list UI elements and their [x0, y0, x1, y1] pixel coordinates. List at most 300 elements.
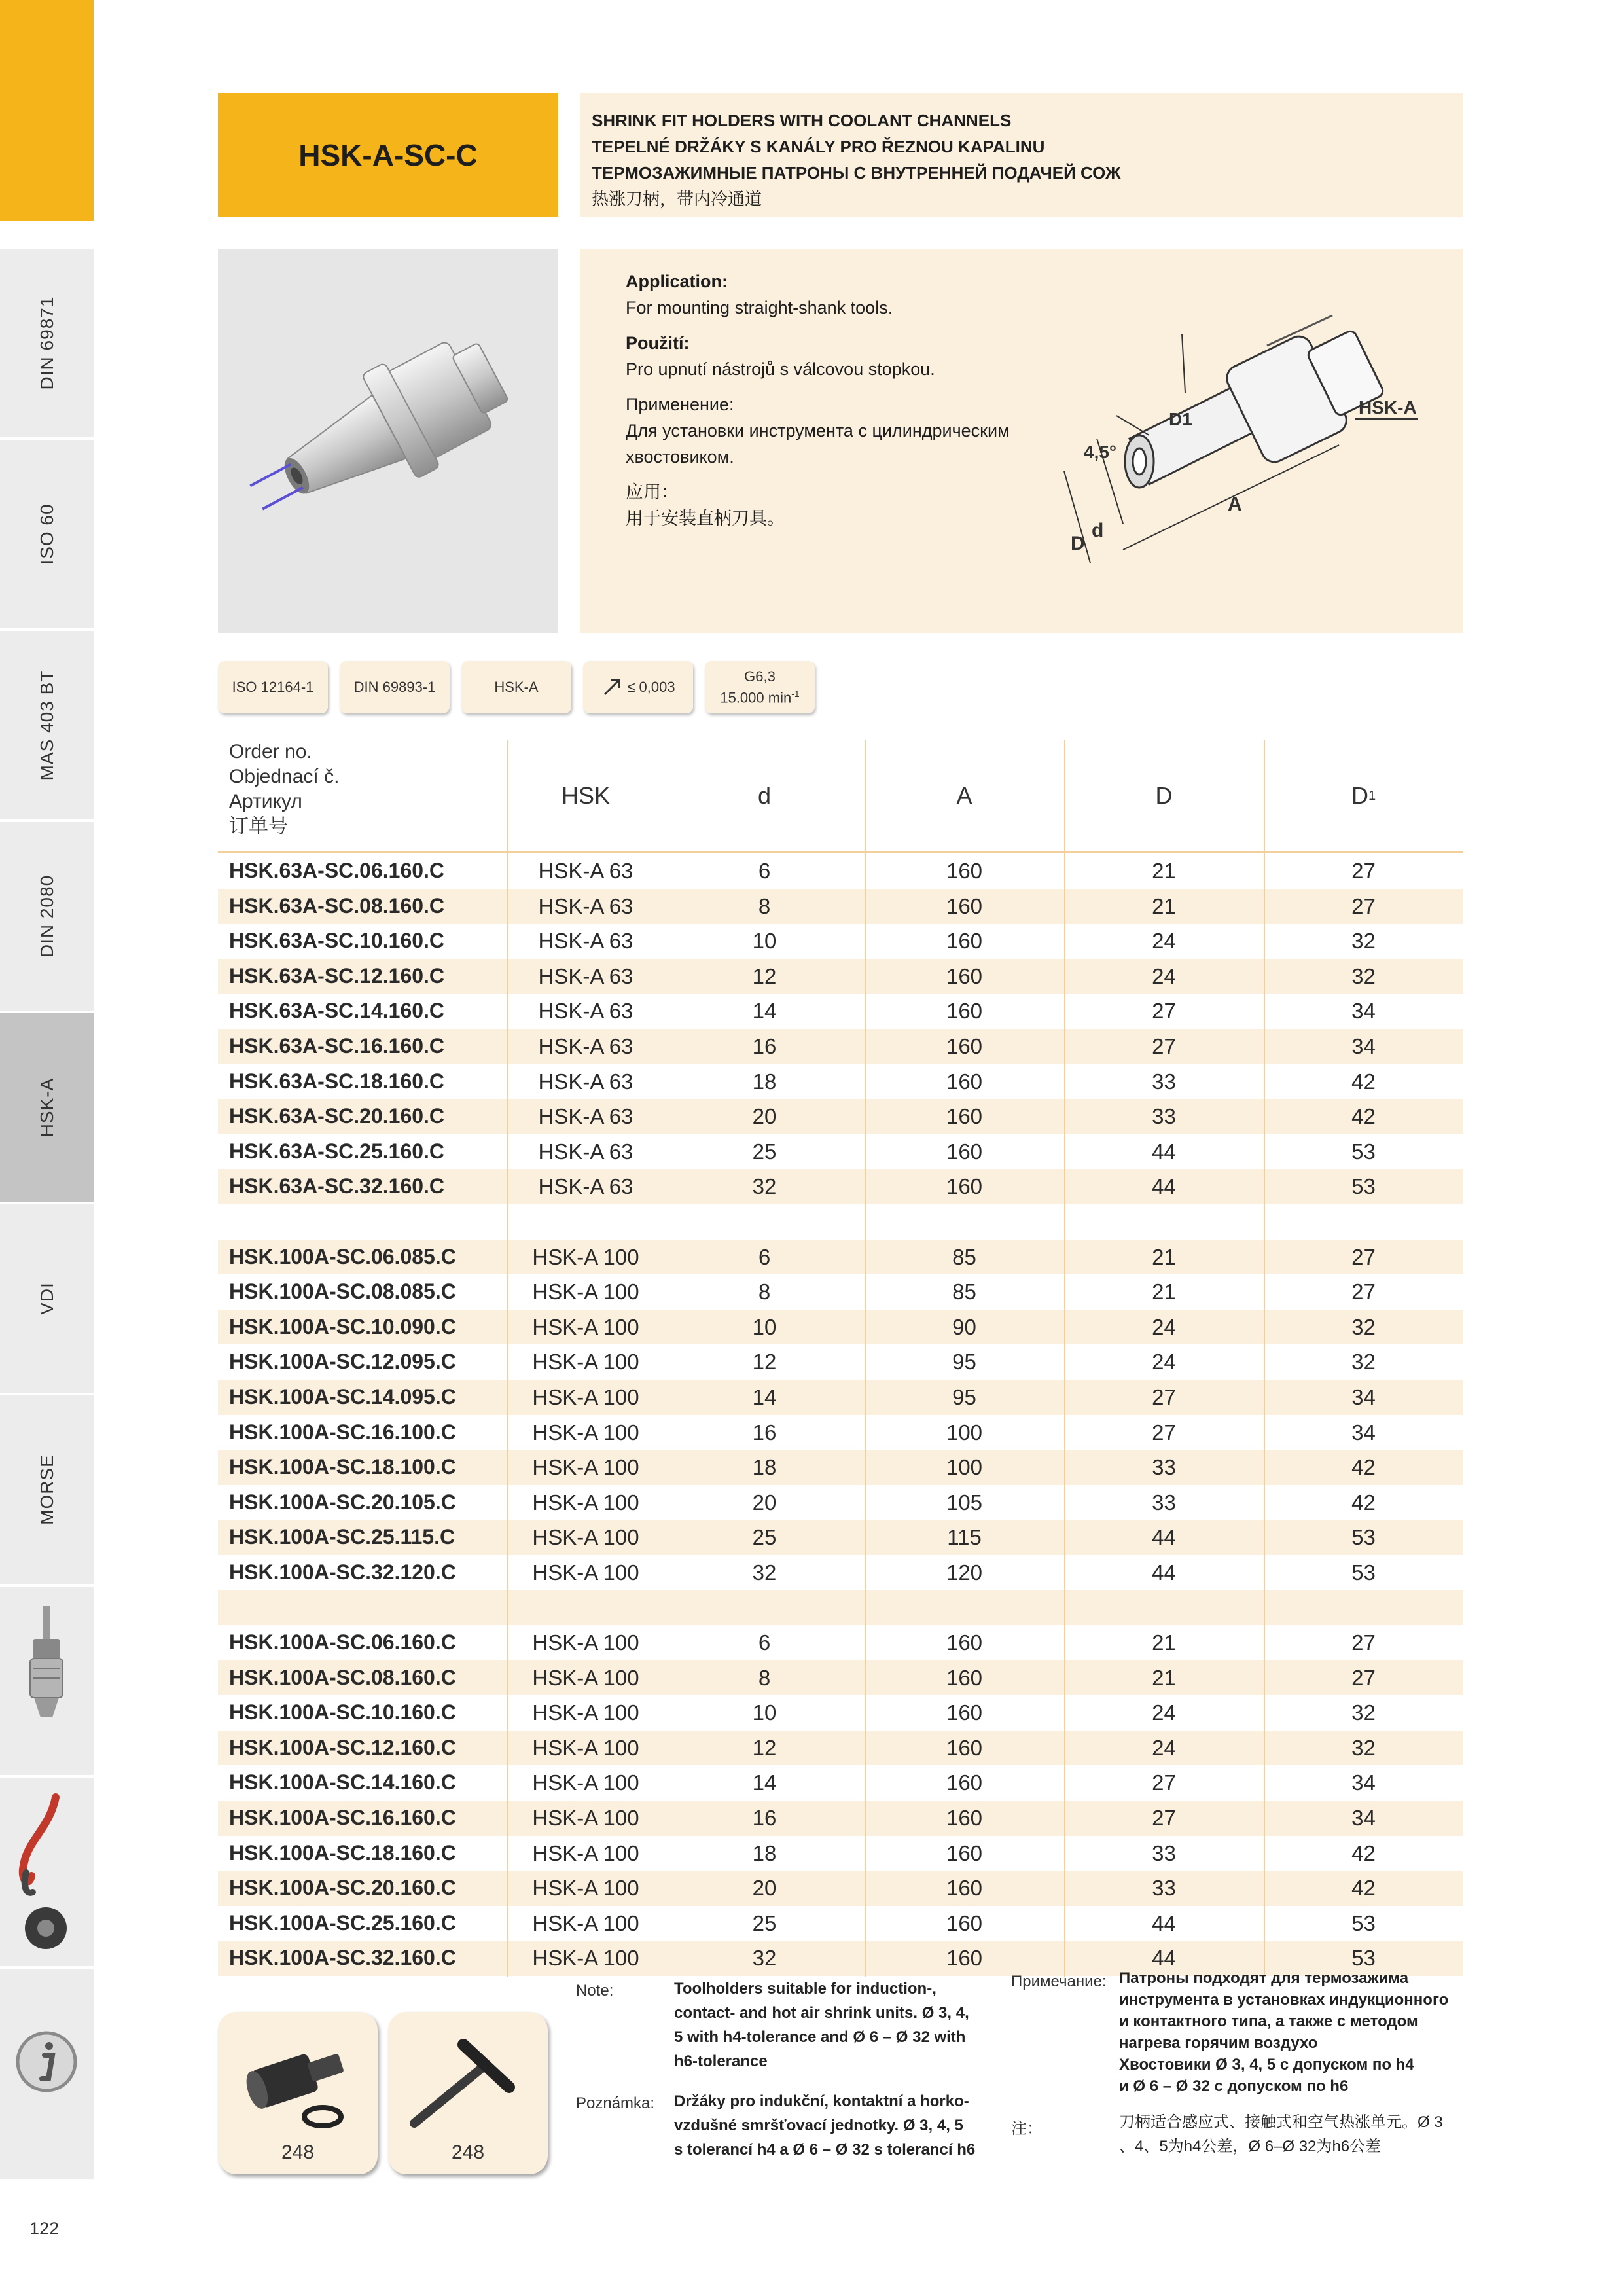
D-cell: 44: [1152, 1139, 1176, 1164]
diagram-label-angle: 4,5°: [1084, 442, 1117, 462]
note-ru-line: нагрева горячим воздухо: [1119, 2034, 1318, 2052]
order-no-cell: HSK.63A-SC.20.160.C: [229, 1104, 445, 1128]
table-row: [218, 1380, 1463, 1415]
header-order-en: Order no.: [229, 741, 312, 762]
application-cz-title: Použití:: [626, 333, 690, 353]
A-cell: 160: [946, 1630, 983, 1655]
order-no-cell: HSK.100A-SC.12.160.C: [229, 1735, 456, 1759]
note-cz-line: vzdušné smršťovací jednotky. Ø 3, 4, 5: [674, 2117, 963, 2134]
D-cell: 27: [1152, 999, 1176, 1024]
A-cell: 160: [946, 963, 983, 988]
table-row: [218, 1064, 1463, 1100]
D1-cell: 42: [1351, 1104, 1376, 1129]
table-row: [218, 1695, 1463, 1731]
A-cell: 160: [946, 1033, 983, 1058]
order-no-cell: HSK.100A-SC.20.160.C: [229, 1876, 456, 1900]
order-no-cell: HSK.100A-SC.20.105.C: [229, 1490, 456, 1514]
hsk-cell: HSK-A 63: [538, 1033, 633, 1058]
D1-cell: 53: [1351, 1139, 1376, 1164]
D1-cell: 42: [1351, 1840, 1376, 1865]
badge-balance-grade: G6,3: [744, 668, 776, 685]
d-cell: 20: [752, 1104, 777, 1129]
D1-cell: 53: [1351, 1560, 1376, 1585]
d-cell: 6: [758, 1244, 771, 1269]
D-cell: 33: [1152, 1104, 1176, 1129]
order-no-cell: HSK.63A-SC.18.160.C: [229, 1069, 445, 1093]
d-cell: 32: [752, 1560, 777, 1585]
table-row: [218, 1169, 1463, 1204]
table-row: [218, 1520, 1463, 1555]
diagram-label-A: A: [1228, 493, 1242, 515]
D-cell: 21: [1152, 1665, 1176, 1690]
D-cell: 33: [1152, 1490, 1176, 1515]
A-cell: 160: [946, 1840, 983, 1865]
header-D1-label: D: [1351, 782, 1368, 809]
hsk-cell: HSK-A 100: [532, 1946, 639, 1971]
header-order-no: [229, 740, 339, 839]
table-row: [218, 1099, 1463, 1134]
product-title-box: [218, 93, 558, 217]
order-no-cell: HSK.100A-SC.16.160.C: [229, 1806, 456, 1830]
d-cell: 12: [752, 1350, 777, 1374]
d-cell: 18: [752, 1455, 777, 1480]
badge-balance: [705, 661, 815, 713]
D1-cell: 27: [1351, 1244, 1376, 1269]
D-cell: 33: [1152, 1840, 1176, 1865]
A-cell: 160: [946, 1069, 983, 1094]
accessory-coolant-tube[interactable]: [218, 2012, 378, 2174]
header-d: d: [757, 782, 772, 809]
note-en-line: 5 with h4-tolerance and Ø 6 – Ø 32 with: [674, 2028, 966, 2046]
hsk-cell: HSK-A 100: [532, 1244, 639, 1269]
d-cell: 14: [752, 1384, 777, 1409]
d-cell: 16: [752, 1806, 777, 1831]
d-cell: 20: [752, 1490, 777, 1515]
A-cell: 100: [946, 1420, 983, 1444]
A-cell: 85: [952, 1280, 976, 1304]
D-cell: 27: [1152, 1770, 1176, 1795]
header-A: A: [956, 782, 972, 809]
sidebar-tab-label: MORSE: [36, 1454, 57, 1525]
order-no-cell: HSK.63A-SC.32.160.C: [229, 1174, 445, 1198]
D-cell: 24: [1152, 1735, 1176, 1760]
sidebar-accent-block: [0, 0, 94, 221]
D-cell: 24: [1152, 929, 1176, 954]
order-table: [218, 853, 1463, 1976]
note-en-text: [674, 1977, 1001, 2073]
table-row: [218, 1029, 1463, 1064]
badge-runout-label: ≤ 0,003: [627, 679, 675, 695]
D1-cell: 27: [1351, 893, 1376, 918]
order-no-cell: HSK.63A-SC.25.160.C: [229, 1139, 445, 1163]
d-cell: 10: [752, 1700, 777, 1725]
table-header: [218, 740, 1463, 852]
D1-cell: 34: [1351, 1033, 1376, 1058]
sidebar-tab-drill-chuck[interactable]: [0, 1585, 94, 1775]
hsk-cell: HSK-A 63: [538, 1104, 633, 1129]
D1-cell: 27: [1351, 1665, 1376, 1690]
note-ru-line: и контактного типа, а также с методом: [1119, 2013, 1418, 2030]
d-cell: 8: [758, 893, 771, 918]
table-row: [218, 1415, 1463, 1450]
order-no-cell: HSK.100A-SC.06.085.C: [229, 1244, 456, 1268]
application-cz-text: Pro upnutí nástrojů s válcovou stopkou.: [626, 359, 935, 379]
table-row: [218, 1765, 1463, 1801]
hsk-cell: HSK-A 63: [538, 963, 633, 988]
D-cell: 21: [1152, 893, 1176, 918]
d-cell: 20: [752, 1876, 777, 1901]
application-text: [626, 268, 1031, 531]
hsk-cell: HSK-A 100: [532, 1665, 639, 1690]
badge-din: [340, 661, 450, 713]
note-cn-line: 刀柄适合感应式、接触式和空气热涨单元。Ø 3: [1119, 2113, 1443, 2131]
diagram-label-d: d: [1092, 520, 1104, 541]
table-row: [218, 994, 1463, 1029]
hsk-cell: HSK-A 100: [532, 1350, 639, 1374]
page-number: 122: [29, 2219, 60, 2238]
A-cell: 95: [952, 1384, 976, 1409]
sidebar-tab-hsk-a[interactable]: [0, 1012, 94, 1202]
section-sidebar: [0, 0, 94, 2179]
D-cell: 24: [1152, 1314, 1176, 1339]
D1-cell: 34: [1351, 1770, 1376, 1795]
hsk-cell: HSK-A 100: [532, 1876, 639, 1901]
D-cell: 33: [1152, 1455, 1176, 1480]
A-cell: 160: [946, 1910, 983, 1935]
A-cell: 160: [946, 893, 983, 918]
dimension-diagram: [1051, 275, 1444, 615]
hsk-cell: HSK-A 100: [532, 1735, 639, 1760]
A-cell: 90: [952, 1314, 976, 1339]
A-cell: 160: [946, 1700, 983, 1725]
sidebar-tab-mas-403-bt[interactable]: [0, 630, 94, 819]
table-row: [218, 1906, 1463, 1941]
D1-cell: 32: [1351, 929, 1376, 954]
badge-speed-label: 15.000 min: [720, 689, 792, 706]
order-no-cell: HSK.63A-SC.12.160.C: [229, 963, 445, 988]
hsk-cell: HSK-A 63: [538, 999, 633, 1024]
A-cell: 160: [946, 999, 983, 1024]
note-cz-line: Držáky pro indukční, kontaktní a horko-: [674, 2092, 969, 2110]
order-no-cell: HSK.100A-SC.25.115.C: [229, 1525, 455, 1549]
d-cell: 8: [758, 1665, 771, 1690]
order-no-cell: HSK.100A-SC.14.160.C: [229, 1770, 456, 1795]
D-cell: 21: [1152, 859, 1176, 883]
d-cell: 12: [752, 1735, 777, 1760]
A-cell: 160: [946, 1806, 983, 1831]
diagram-label-d1: D1: [1169, 409, 1192, 429]
table-row: [218, 889, 1463, 924]
note-cz-line: s tolerancí h4 a Ø 6 – Ø 32 s tolerancí h6: [674, 2141, 976, 2159]
header-hsk: HSK: [561, 782, 611, 809]
hsk-cell: HSK-A 100: [532, 1314, 639, 1339]
accessory-page-ref: 248: [451, 2142, 485, 2163]
order-no-cell: HSK.100A-SC.32.120.C: [229, 1560, 456, 1584]
hsk-cell: HSK-A 100: [532, 1490, 639, 1515]
order-no-cell: HSK.100A-SC.16.100.C: [229, 1420, 456, 1444]
header-D: D: [1155, 782, 1173, 809]
order-no-cell: HSK.100A-SC.08.160.C: [229, 1665, 456, 1689]
table-spacer-row: [218, 1204, 1463, 1240]
d-cell: 14: [752, 999, 777, 1024]
A-cell: 160: [946, 1104, 983, 1129]
D1-cell: 53: [1351, 1946, 1376, 1971]
order-no-cell: HSK.100A-SC.10.160.C: [229, 1700, 456, 1725]
table-row: [218, 853, 1463, 889]
order-no-cell: HSK.63A-SC.16.160.C: [229, 1033, 445, 1058]
diagram-label-D: D: [1071, 533, 1085, 554]
sidebar-tab-wrench[interactable]: [0, 1776, 94, 1966]
D-cell: 27: [1152, 1033, 1176, 1058]
badge-hsk: [461, 661, 571, 713]
table-row: [218, 1871, 1463, 1906]
hsk-cell: HSK-A 63: [538, 1139, 633, 1164]
subtitle-ru: ТЕРМОЗАЖИМНЫЕ ПАТРОНЫ С ВНУТРЕННЕЙ ПОДАЧЕЙ СОЖ: [592, 163, 1121, 183]
order-no-cell: HSK.63A-SC.14.160.C: [229, 999, 445, 1023]
sidebar-tab-label: HSK-A: [36, 1077, 57, 1138]
d-cell: 32: [752, 1174, 777, 1199]
d-cell: 16: [752, 1420, 777, 1444]
note-en-line: Toolholders suitable for induction-,: [674, 1980, 936, 1998]
A-cell: 85: [952, 1244, 976, 1269]
A-cell: 160: [946, 1946, 983, 1971]
column-divider: [865, 740, 866, 1977]
hsk-cell: HSK-A 63: [538, 859, 633, 883]
d-cell: 6: [758, 1630, 771, 1655]
header-order-ru: Артикул: [229, 791, 302, 812]
D-cell: 44: [1152, 1910, 1176, 1935]
subtitle-cn: 热涨刀柄，带内冷通道: [592, 189, 762, 209]
info-icon: [0, 1969, 94, 2181]
D1-cell: 27: [1351, 1280, 1376, 1304]
hsk-cell: HSK-A 63: [538, 1174, 633, 1199]
hsk-cell: HSK-A 100: [532, 1525, 639, 1550]
d-cell: 18: [752, 1840, 777, 1865]
badge-iso-label: ISO 12164-1: [232, 679, 314, 695]
sidebar-tab-vdi[interactable]: [0, 1203, 94, 1393]
d-cell: 6: [758, 859, 771, 883]
A-cell: 120: [946, 1560, 983, 1585]
drill-chuck-icon: [0, 1587, 94, 1776]
order-no-cell: HSK.100A-SC.08.085.C: [229, 1280, 456, 1304]
hsk-cell: HSK-A 63: [538, 1069, 633, 1094]
hsk-cell: HSK-A 63: [538, 893, 633, 918]
D1-cell: 27: [1351, 1630, 1376, 1655]
table-spacer-row: [218, 1590, 1463, 1625]
sidebar-tab-din-69871[interactable]: [0, 247, 94, 437]
A-cell: 160: [946, 1770, 983, 1795]
sidebar-tab-iso-60[interactable]: [0, 439, 94, 628]
A-cell: 160: [946, 1735, 983, 1760]
A-cell: 160: [946, 1665, 983, 1690]
table-row: [218, 1801, 1463, 1836]
d-cell: 25: [752, 1910, 777, 1935]
column-divider: [1064, 740, 1065, 1977]
d-cell: 8: [758, 1280, 771, 1304]
application-info-box: [580, 249, 1463, 633]
note-ru-line: и Ø 6 – Ø 32 с допуском по h6: [1119, 2077, 1349, 2095]
accessory-t-wrench[interactable]: [388, 2012, 548, 2174]
D1-cell: 27: [1351, 859, 1376, 883]
D1-cell: 32: [1351, 1314, 1376, 1339]
table-row: [218, 1134, 1463, 1170]
sidebar-tab-morse[interactable]: [0, 1394, 94, 1584]
D-cell: 24: [1152, 963, 1176, 988]
note-en-line: h6-tolerance: [674, 2053, 768, 2070]
hsk-cell: HSK-A 100: [532, 1420, 639, 1444]
table-row: [218, 1731, 1463, 1766]
hsk-cell: HSK-A 100: [532, 1630, 639, 1655]
hsk-cell: HSK-A 100: [532, 1840, 639, 1865]
D1-cell: 32: [1351, 1700, 1376, 1725]
application-en-text: For mounting straight-shank tools.: [626, 298, 893, 317]
d-cell: 10: [752, 1314, 777, 1339]
table-row: [218, 924, 1463, 959]
A-cell: 95: [952, 1350, 976, 1374]
d-cell: 14: [752, 1770, 777, 1795]
A-cell: 160: [946, 1139, 983, 1164]
order-no-cell: HSK.100A-SC.14.095.C: [229, 1384, 456, 1408]
order-no-cell: HSK.100A-SC.25.160.C: [229, 1910, 456, 1935]
runout-arrow-icon: [601, 676, 623, 698]
table-row: [218, 1836, 1463, 1871]
note-cn-label: 注：: [1011, 2120, 1043, 2138]
accessory-page-ref: 248: [281, 2142, 315, 2163]
order-no-cell: HSK.100A-SC.12.095.C: [229, 1350, 456, 1374]
table-row: [218, 1555, 1463, 1590]
product-photo: [218, 249, 558, 633]
d-cell: 25: [752, 1525, 777, 1550]
A-cell: 160: [946, 859, 983, 883]
note-en-line: contact- and hot air shrink units. Ø 3, 4,: [674, 2004, 969, 2022]
table-row: [218, 1274, 1463, 1310]
D1-cell: 34: [1351, 999, 1376, 1024]
subtitle-cz: TEPELNÉ DRŽÁKY S KANÁLY PRO ŘEZNOU KAPALINU: [592, 137, 1045, 156]
D-cell: 21: [1152, 1280, 1176, 1304]
table-row: [218, 1660, 1463, 1696]
D1-cell: 34: [1351, 1384, 1376, 1409]
note-cz-label: Poznámka:: [576, 2094, 655, 2112]
hsk-cell: HSK-A 100: [532, 1910, 639, 1935]
order-no-cell: HSK.100A-SC.18.160.C: [229, 1840, 456, 1865]
sidebar-tab-label: ISO 60: [36, 503, 57, 565]
D1-cell: 42: [1351, 1455, 1376, 1480]
diagram-label-hsk: HSK-A: [1359, 397, 1417, 418]
note-ru-line: Патроны подходят для термозажима: [1119, 1969, 1409, 1987]
D-cell: 33: [1152, 1876, 1176, 1901]
D1-cell: 32: [1351, 963, 1376, 988]
D1-cell: 42: [1351, 1490, 1376, 1515]
d-cell: 16: [752, 1033, 777, 1058]
note-en-label: Note:: [576, 1982, 614, 2000]
d-cell: 18: [752, 1069, 777, 1094]
badge-runout: [583, 661, 693, 713]
A-cell: 160: [946, 1174, 983, 1199]
D1-cell: 34: [1351, 1806, 1376, 1831]
table-row: [218, 959, 1463, 994]
D1-cell: 32: [1351, 1350, 1376, 1374]
D-cell: 21: [1152, 1244, 1176, 1269]
D-cell: 27: [1152, 1420, 1176, 1444]
hsk-cell: HSK-A 100: [532, 1560, 639, 1585]
D1-cell: 53: [1351, 1525, 1376, 1550]
table-row: [218, 1485, 1463, 1520]
table-row: [218, 1344, 1463, 1380]
d-cell: 12: [752, 963, 777, 988]
badge-speed-wrap: 15.000 $\min^{-1}$: [720, 688, 800, 706]
hsk-cell: HSK-A 100: [532, 1770, 639, 1795]
order-no-cell: HSK.100A-SC.18.100.C: [229, 1455, 456, 1479]
note-ru-line: инструмента в установках индукционного: [1119, 1991, 1449, 2009]
note-cn-line: 、4、5为h4公差，Ø 6–Ø 32为h6公差: [1119, 2138, 1382, 2155]
column-divider: [507, 740, 508, 1977]
header-order-cn: 订单号: [229, 816, 288, 837]
product-title: HSK-A-SC-C: [298, 138, 478, 172]
sidebar-tab-info[interactable]: [0, 1967, 94, 2179]
note-ru-text: [1119, 1967, 1466, 2097]
D-cell: 21: [1152, 1630, 1176, 1655]
column-divider: [1264, 740, 1265, 1977]
order-no-cell: HSK.63A-SC.08.160.C: [229, 893, 445, 918]
sidebar-tab-din-2080[interactable]: [0, 821, 94, 1011]
D-cell: 24: [1152, 1350, 1176, 1374]
A-cell: 115: [947, 1525, 982, 1550]
badge-din-label: DIN 69893-1: [353, 679, 436, 695]
D-cell: 27: [1152, 1806, 1176, 1831]
hsk-cell: HSK-A 100: [532, 1700, 639, 1725]
D-cell: 44: [1152, 1174, 1176, 1199]
order-no-cell: HSK.100A-SC.32.160.C: [229, 1946, 456, 1970]
header-order-cz: Objednací č.: [229, 766, 340, 787]
subtitle-en: SHRINK FIT HOLDERS WITH COOLANT CHANNELS: [592, 111, 1012, 130]
D1-cell: 53: [1351, 1174, 1376, 1199]
A-cell: 105: [946, 1490, 983, 1515]
hsk-cell: HSK-A 100: [532, 1806, 639, 1831]
D-cell: 44: [1152, 1560, 1176, 1585]
shrink-fit-holder-image: [218, 249, 558, 633]
note-cn-text: [1119, 2110, 1466, 2159]
D-cell: 44: [1152, 1946, 1176, 1971]
wrench-and-nut-icon: [0, 1778, 94, 1967]
table-row: [218, 1240, 1463, 1275]
D1-cell: 34: [1351, 1420, 1376, 1444]
application-en-title: Application:: [626, 272, 728, 291]
D-cell: 44: [1152, 1525, 1176, 1550]
order-no-cell: HSK.100A-SC.06.160.C: [229, 1630, 456, 1655]
table-row: [218, 1310, 1463, 1345]
note-cz-text: [674, 2089, 1014, 2162]
note-ru-line: Хвостовики Ø 3, 4, 5 с допуском по h4: [1119, 2056, 1414, 2073]
D1-cell: 42: [1351, 1069, 1376, 1094]
D-cell: 27: [1152, 1384, 1176, 1409]
D-cell: 24: [1152, 1700, 1176, 1725]
d-cell: 25: [752, 1139, 777, 1164]
product-subtitle-box: [580, 93, 1463, 217]
d-cell: 32: [752, 1946, 777, 1971]
d-cell: 10: [752, 929, 777, 954]
sidebar-tab-label: MAS 403 BT: [36, 670, 57, 781]
D1-cell: 42: [1351, 1876, 1376, 1901]
order-no-cell: HSK.63A-SC.10.160.C: [229, 929, 445, 953]
application-ru-title: Применение:: [626, 395, 734, 414]
D-cell: 33: [1152, 1069, 1176, 1094]
D1-cell: 53: [1351, 1910, 1376, 1935]
application-ru-text: Для установки инструмента с цилиндрическим хвостовиком.: [626, 421, 1010, 467]
sidebar-tab-label: DIN 69871: [36, 296, 57, 390]
application-cn-title: 应用：: [626, 482, 679, 502]
badge-hsk-label: HSK-A: [494, 679, 539, 695]
badge-iso: [218, 661, 328, 713]
